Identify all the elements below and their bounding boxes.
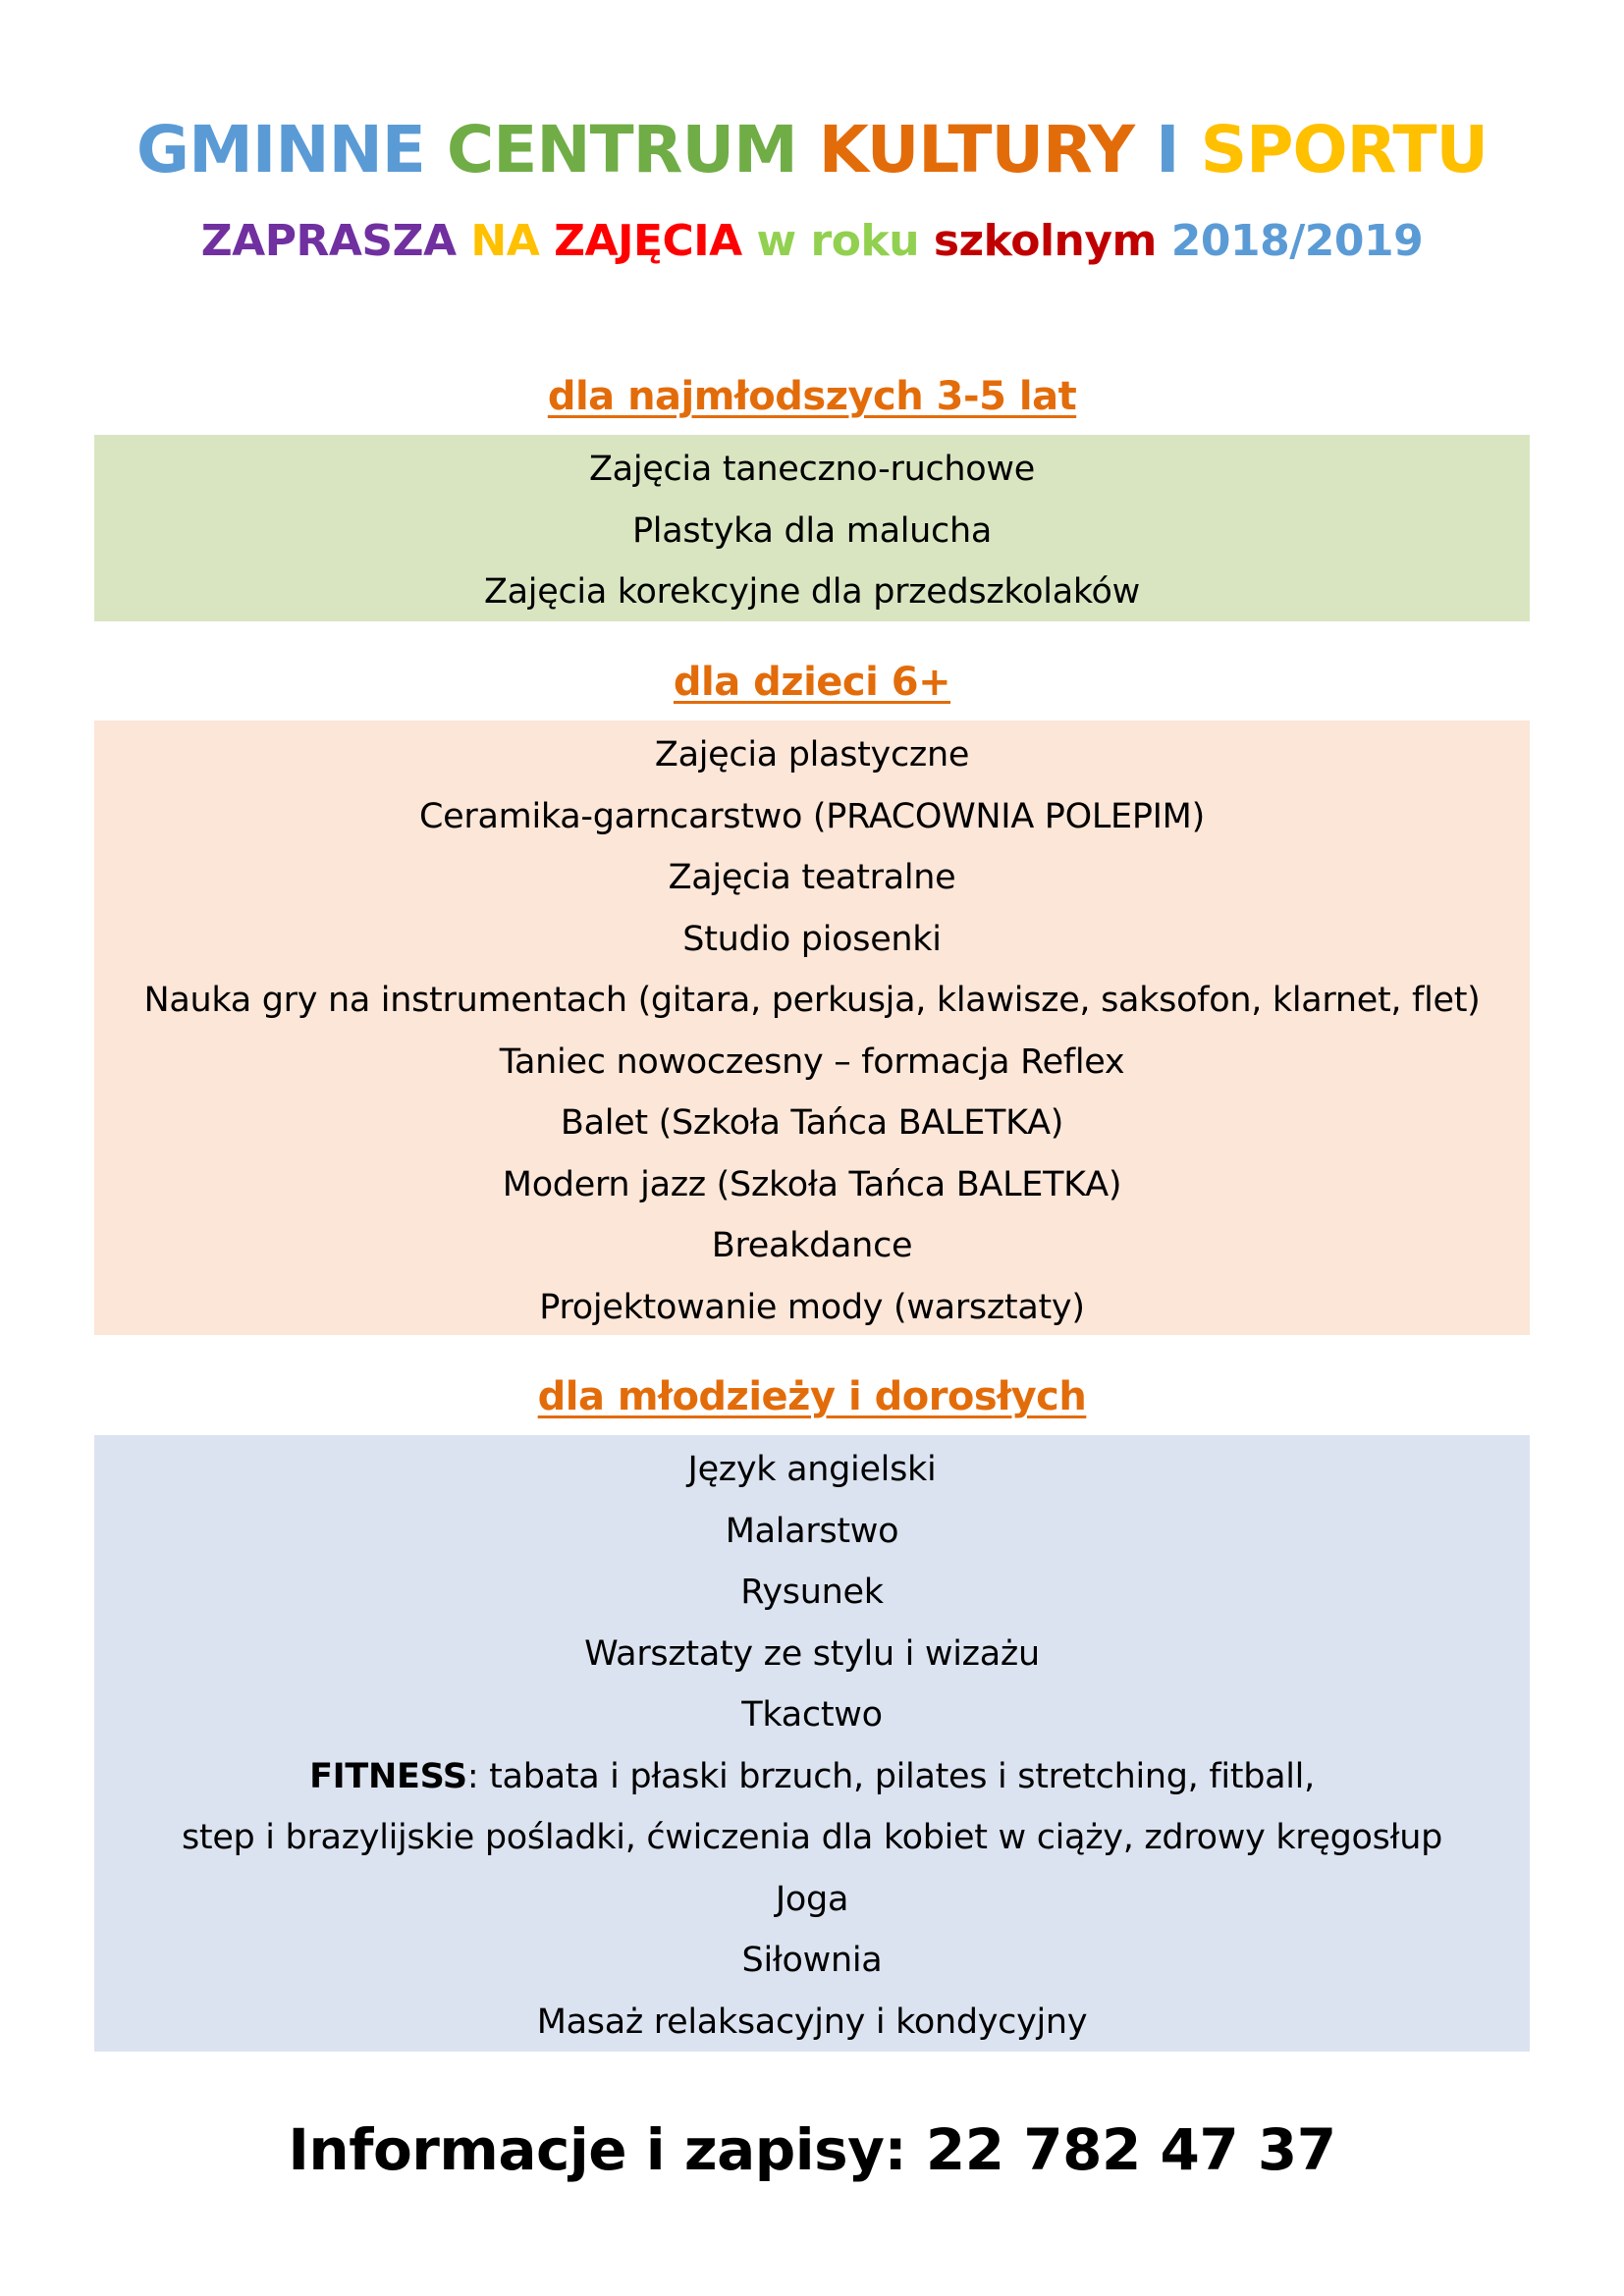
activity-item: Zajęcia korekcyjne dla przedszkolaków [483, 572, 1141, 612]
section-panel-youngest [94, 435, 1530, 621]
activity-item: Tkactwo [741, 1695, 883, 1735]
activity-item: Warsztaty ze stylu i wizażu [584, 1633, 1040, 1674]
activity-item: Projektowanie mody (warsztaty) [539, 1287, 1085, 1327]
subtitle-part: w roku [756, 216, 920, 266]
activity-item: Balet (Szkoła Tańca BALETKA) [560, 1103, 1064, 1143]
activity-item: Masaż relaksacyjny i kondycyjny [536, 2002, 1088, 2042]
activity-item: Siłownia [741, 1941, 883, 1980]
subtitle-part: 2018/2019 [1170, 216, 1424, 266]
title-part: I [1156, 112, 1179, 187]
section-heading-children: dla dzieci 6+ [673, 660, 951, 705]
title-part: KULTURY [818, 112, 1135, 187]
activity-item: Zajęcia teatralne [668, 858, 956, 897]
activity-item: Język angielski [687, 1450, 937, 1489]
subtitle-part [457, 216, 471, 266]
activity-item: Rysunek [740, 1573, 884, 1612]
subtitle-part [1157, 216, 1171, 266]
title-part [797, 112, 819, 187]
subtitle-part [919, 216, 934, 266]
activity-item: Taniec nowoczesny – formacja Reflex [499, 1041, 1125, 1082]
subtitle-part [539, 216, 554, 266]
section-heading-adults: dla młodzieży i dorosłych [537, 1374, 1087, 1419]
subtitle-part: szkolnym [933, 216, 1157, 266]
page-title [0, 106, 1624, 194]
contact-info: Informacje i zapisy: 22 782 47 37 [288, 2116, 1336, 2183]
activity-item: step i brazylijskie pośladki, ćwiczenia dla kobiet w ciąży, zdrowy kręgosłup [181, 1818, 1443, 1857]
title-part: SPORTU [1200, 112, 1489, 187]
activity-item: Breakdance [711, 1226, 913, 1265]
activity-item: Studio piosenki [682, 919, 942, 959]
activity-item: Ceramika-garncarstwo (PRACOWNIA POLEPIM) [419, 796, 1205, 836]
activity-item: Malarstwo [725, 1511, 899, 1551]
title-part [425, 112, 447, 187]
activity-item: Plastyka dla malucha [631, 510, 992, 551]
activity-item-bold: FITNESS [309, 1756, 467, 1796]
activity-item: Zajęcia taneczno-ruchowe [589, 450, 1035, 489]
activity-item: Nauka gry na instrumentach (gitara, perkusja, klawisze, saksofon, klarnet, flet) [143, 981, 1481, 1020]
title-part [1179, 112, 1201, 187]
activity-item: FITNESS: tabata i płaski brzuch, pilates i stretching, fitball, [309, 1756, 1315, 1796]
page-subtitle [0, 212, 1624, 271]
activity-item: Modern jazz (Szkoła Tańca BALETKA) [502, 1164, 1122, 1204]
activity-item: Zajęcia plastyczne [654, 735, 970, 774]
section-heading-youngest: dla najmłodszych 3-5 lat [547, 374, 1077, 419]
title-part [1134, 112, 1156, 187]
title-part: CENTRUM [446, 112, 797, 187]
section-panel-adults [94, 1435, 1530, 2052]
title-part: GMINNE [135, 112, 425, 187]
subtitle-part [742, 216, 757, 266]
subtitle-part: ZAPRASZA [200, 216, 457, 266]
activity-item: Joga [775, 1879, 849, 1919]
subtitle-part: ZAJĘCIA [554, 216, 742, 266]
subtitle-part: NA [470, 216, 540, 266]
section-panel-children [94, 721, 1530, 1335]
